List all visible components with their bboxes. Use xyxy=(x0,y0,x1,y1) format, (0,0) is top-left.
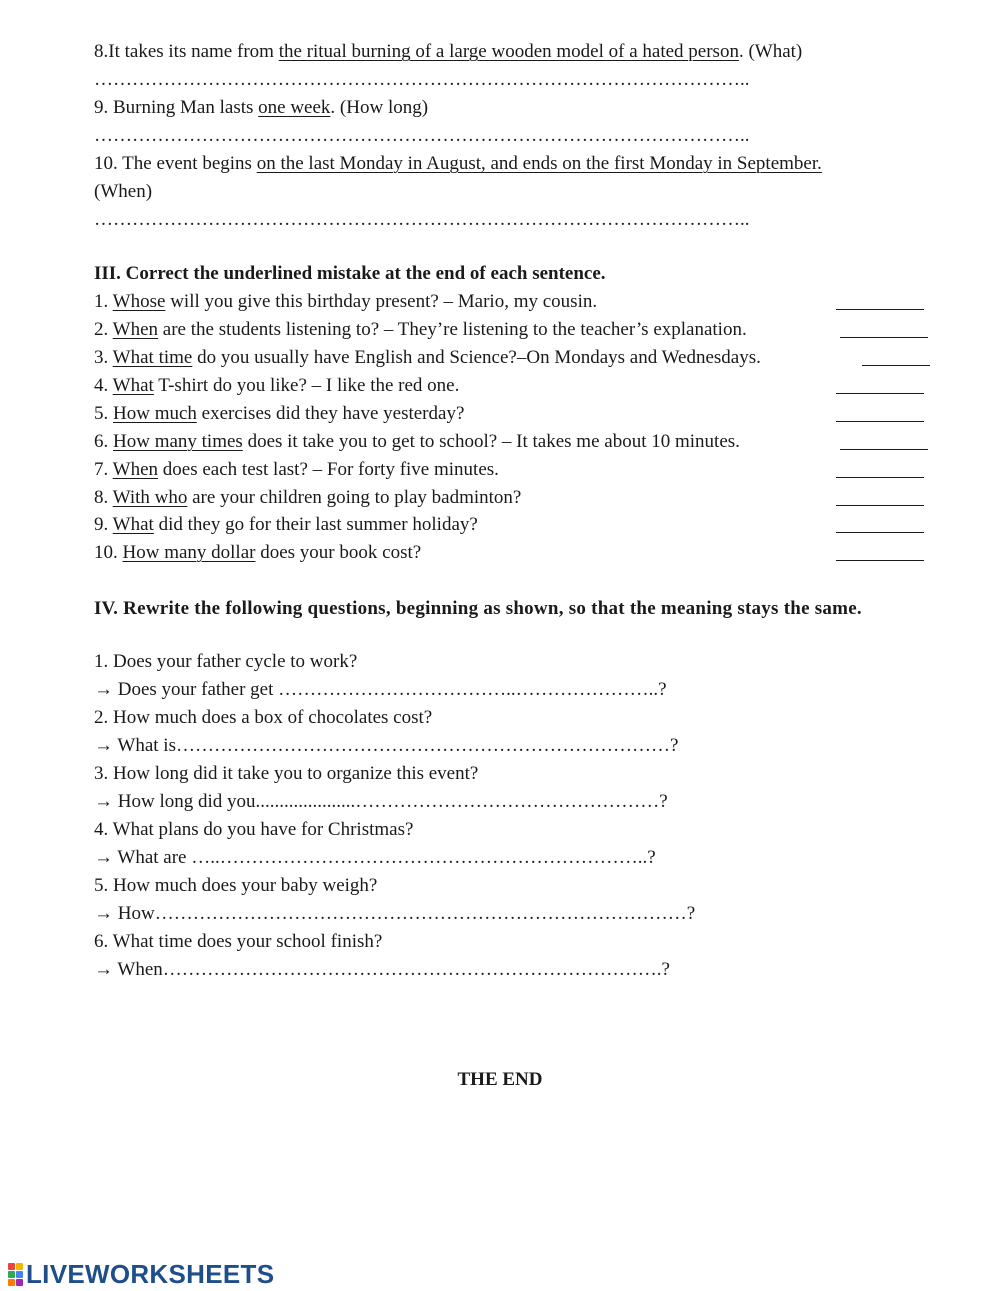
logo-square xyxy=(8,1263,15,1270)
answer-blank[interactable] xyxy=(836,541,924,561)
logo-square xyxy=(16,1263,23,1270)
section-3-item xyxy=(94,374,924,398)
underlined-mistake: How much xyxy=(113,403,197,424)
item-text: T-shirt do you like? – I like the red one. xyxy=(153,375,460,396)
q10-prefix: 10. The event begins xyxy=(94,153,257,174)
answer-line-9[interactable]: ………………………………………………………………………………………….. xyxy=(94,125,750,146)
q8-underlined: the ritual burning of a large wooden model of a hated person xyxy=(278,41,739,62)
answer-blank[interactable] xyxy=(836,486,924,506)
logo-text: LIVEWORKSHEETS xyxy=(26,1258,275,1289)
item-text: will you give this birthday present? – Mario, my cousin. xyxy=(165,291,598,312)
logo-squares-icon xyxy=(8,1263,23,1286)
item-number: 9. xyxy=(94,514,113,535)
answer-blank[interactable] xyxy=(840,318,928,338)
section-3-item xyxy=(94,290,924,314)
underlined-mistake: What time xyxy=(112,347,193,368)
item-number: 4. xyxy=(94,375,113,396)
underlined-mistake: With who xyxy=(112,487,188,508)
rewrite-question: 5. How much does your baby weigh? xyxy=(94,875,378,896)
section-3-item xyxy=(94,318,924,342)
item-number: 8. xyxy=(94,487,113,508)
logo-square xyxy=(8,1271,15,1278)
question-8 xyxy=(94,40,924,64)
rewrite-question: 4. What plans do you have for Christmas? xyxy=(94,819,414,840)
item-text: does it take you to get to school? – It takes me about 10 minutes. xyxy=(242,431,740,452)
answer-blank[interactable] xyxy=(836,290,924,310)
answer-blank[interactable] xyxy=(862,346,930,366)
answer-blank[interactable] xyxy=(836,458,924,478)
section-3-heading: III. Correct the underlined mistake at the end of each sentence. xyxy=(94,263,606,284)
rewrite-answer-line[interactable]: → What are …..…………………………………………………………..? xyxy=(94,847,656,868)
underlined-mistake: Whose xyxy=(112,291,166,312)
section-3-item xyxy=(94,513,924,537)
logo-square xyxy=(16,1279,23,1286)
answer-blank[interactable] xyxy=(840,430,928,450)
q8-prefix: 8.It takes its name from xyxy=(94,41,279,62)
q10-suffix: (When) xyxy=(94,181,153,202)
q10-underlined: on the last Monday in August, and ends on the first Monday in September. xyxy=(256,153,822,174)
q8-suffix: . (What) xyxy=(738,41,803,62)
logo-square xyxy=(16,1271,23,1278)
section-3-item xyxy=(94,541,924,565)
section-3-item xyxy=(94,486,924,510)
section-4-heading: IV. Rewrite the following questions, beginning as shown, so that the meaning stays the same. xyxy=(94,598,862,619)
answer-blank[interactable] xyxy=(836,513,924,533)
q9-prefix: 9. Burning Man lasts xyxy=(94,97,259,118)
section-3-item xyxy=(94,346,924,370)
underlined-mistake: When xyxy=(112,459,159,480)
answer-blank[interactable] xyxy=(836,374,924,394)
item-text: does each test last? – For forty five minutes. xyxy=(158,459,499,480)
item-number: 2. xyxy=(94,319,113,340)
item-number: 10. xyxy=(94,542,123,563)
liveworksheets-logo[interactable] xyxy=(8,1259,274,1289)
rewrite-question: 6. What time does your school finish? xyxy=(94,931,383,952)
item-number: 1. xyxy=(94,291,113,312)
logo-square xyxy=(8,1279,15,1286)
answer-blank[interactable] xyxy=(836,402,924,422)
item-text: did they go for their last summer holiday? xyxy=(153,514,478,535)
item-text: are the students listening to? – They’re listening to the teacher’s explanation. xyxy=(158,319,747,340)
item-number: 3. xyxy=(94,347,113,368)
rewrite-question: 1. Does your father cycle to work? xyxy=(94,651,358,672)
item-number: 7. xyxy=(94,459,113,480)
section-3-item xyxy=(94,458,924,482)
item-number: 5. xyxy=(94,403,113,424)
item-text: does your book cost? xyxy=(255,542,422,563)
item-text: are your children going to play badminton? xyxy=(187,487,522,508)
the-end: THE END xyxy=(457,1069,543,1090)
item-text: exercises did they have yesterday? xyxy=(196,403,465,424)
q9-underlined: one week xyxy=(258,97,331,118)
rewrite-answer-line[interactable]: → What is……………………………………………………………………? xyxy=(94,735,679,756)
question-9 xyxy=(94,96,924,120)
underlined-mistake: What xyxy=(112,375,154,396)
rewrite-answer-line[interactable]: → How long did you.....................…………………………………………? xyxy=(94,791,668,812)
answer-line-10[interactable]: ………………………………………………………………………………………….. xyxy=(94,209,750,230)
question-10 xyxy=(94,152,924,176)
rewrite-answer-line[interactable]: → How…………………………………………………………………………? xyxy=(94,903,696,924)
answer-line-8[interactable]: ………………………………………………………………………………………….. xyxy=(94,69,750,90)
underlined-mistake: How many dollar xyxy=(122,542,256,563)
rewrite-answer-line[interactable]: → When…………………………………………………………………….? xyxy=(94,959,670,980)
rewrite-question: 3. How long did it take you to organize this event? xyxy=(94,763,479,784)
section-3-item xyxy=(94,402,924,426)
item-text: do you usually have English and Science?–On Mondays and Wednesdays. xyxy=(192,347,761,368)
item-number: 6. xyxy=(94,431,113,452)
section-3-item xyxy=(94,430,924,454)
rewrite-question: 2. How much does a box of chocolates cost? xyxy=(94,707,433,728)
q9-suffix: . (How long) xyxy=(330,97,429,118)
underlined-mistake: What xyxy=(112,514,154,535)
rewrite-answer-line[interactable]: → Does your father get ………………………………..…………………..? xyxy=(94,679,667,700)
underlined-mistake: When xyxy=(112,319,159,340)
underlined-mistake: How many times xyxy=(113,431,243,452)
